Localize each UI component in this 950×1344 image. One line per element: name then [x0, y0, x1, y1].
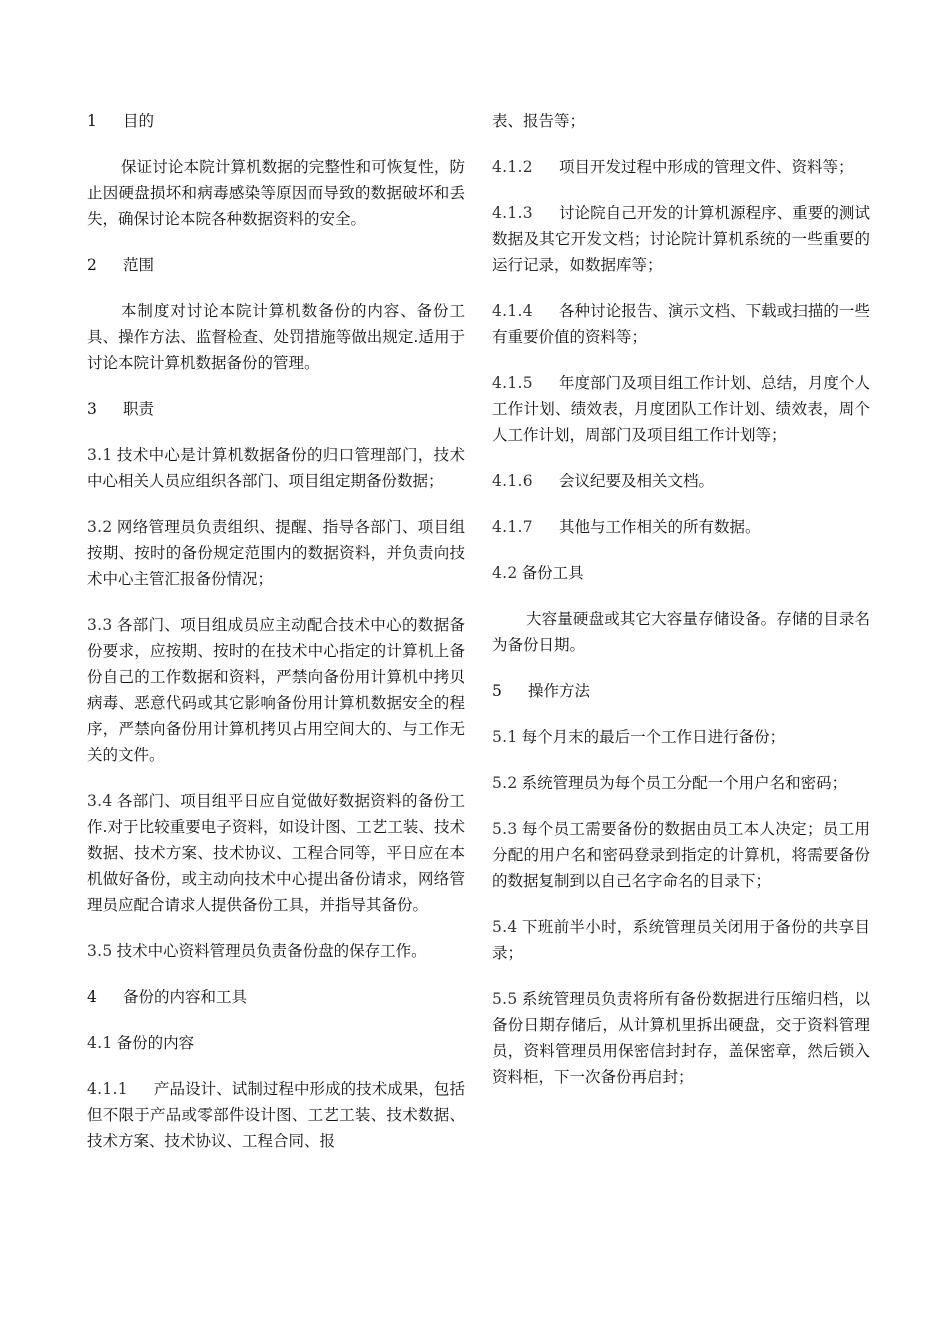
- clause-number: 3.2: [87, 518, 113, 536]
- clause-number: 4.1.2: [492, 158, 533, 176]
- section-heading: [87, 252, 465, 278]
- section-title: 职责: [123, 400, 155, 418]
- paragraph: 本制度对讨论本院计算机数备份的内容、备份工具、操作方法、监督检查、处罚措施等做出规定.适用于讨论本院计算机数据备份的管理。: [87, 302, 465, 372]
- clause-text: 技术中心资料管理员负责备份盘的保存工作。: [116, 942, 427, 960]
- paragraph: 保证讨论本院计算机数据的完整性和可恢复性，防止因硬盘损坏和病毒感染等原因而导致的数据破坏和丢失，确保讨论本院各种数据资料的安全。: [87, 158, 465, 228]
- clause-item: [492, 560, 870, 586]
- clause-item: [492, 370, 870, 448]
- clause-number: 5.3: [492, 820, 518, 838]
- clause-text: 项目开发过程中形成的管理文件、资料等；: [558, 158, 854, 176]
- clause-text: 每个员工需要备份的数据由员工本人决定；员工用分配的用户名和密码登录到指定的计算机，将需要备份的数据复制到以自己名字命名的目录下；: [492, 820, 870, 890]
- clause-number: 5.4: [492, 918, 518, 936]
- clause-item: [87, 938, 465, 964]
- clause-text: 下班前半小时，系统管理员关闭用于备份的共享目录；: [492, 918, 870, 962]
- clause-number: 4.1.3: [492, 204, 533, 222]
- clause-number: 4.1.5: [492, 374, 533, 392]
- clause-text: 各部门、项目组成员应主动配合技术中心的数据备份要求，应按期、按时的在技术中心指定的计算机上备份自己的工作数据和资料，严禁向备份用计算机中拷贝病毒、恶意代码或其它影响备份用计算机数据安全的程序，严禁向备份用计算机拷贝占用空间大的、与工作无关的文件。: [87, 616, 465, 764]
- clause-item: [87, 1030, 465, 1056]
- right-column: [492, 108, 870, 1110]
- clause-text: 产品设计、试制过程中形成的技术成果，包括但不限于产品或零部件设计图、工艺工装、技术数据、技术方案、技术协议、工程合同、报: [87, 1080, 465, 1150]
- clause-item: [492, 200, 870, 278]
- clause-number: 3.3: [87, 616, 113, 634]
- clause-number: 5.5: [492, 990, 518, 1008]
- clause-item: [492, 816, 870, 894]
- clause-item: [87, 1076, 465, 1154]
- left-column: [87, 108, 465, 1174]
- section-title: 范围: [123, 256, 155, 274]
- clause-text: 讨论院自己开发的计算机源程序、重要的测试数据及其它开发文档；讨论院计算机系统的一些重要的运行记录，如数据库等；: [492, 204, 870, 274]
- section-heading: [87, 984, 465, 1010]
- clause-text: 年度部门及项目组工作计划、总结，月度个人工作计划、绩效表，月度团队工作计划、绩效表，周个人工作计划，周部门及项目组工作计划等；: [492, 374, 870, 444]
- clause-item: [492, 724, 870, 750]
- section-title: 操作方法: [528, 682, 591, 700]
- section-number: 5: [492, 682, 502, 700]
- clause-item: [492, 986, 870, 1090]
- clause-number: 4.1: [87, 1034, 113, 1052]
- clause-item: [87, 514, 465, 592]
- clause-number: 4.2: [492, 564, 518, 582]
- paragraph: 表、报告等；: [492, 112, 586, 130]
- clause-text: 会议纪要及相关文档。: [558, 472, 714, 490]
- clause-number: 5.1: [492, 728, 518, 746]
- clause-text: 系统管理员负责将所有备份数据进行压缩归档，以备份日期存储后，从计算机里拆出硬盘，交于资料管理员，资料管理员用保密信封封存，盖保密章，然后锁入资料柜，下一次备份再启封；: [492, 990, 870, 1086]
- section-number: 4: [87, 988, 97, 1006]
- clause-text: 每个月末的最后一个工作日进行备份；: [521, 728, 786, 746]
- clause-number: 4.1.1: [87, 1080, 128, 1098]
- section-title: 目的: [123, 112, 155, 130]
- paragraph: 大容量硬盘或其它大容量存储设备。存储的目录名为备份日期。: [492, 610, 870, 654]
- clause-item: [492, 298, 870, 350]
- section-number: 2: [87, 256, 97, 274]
- clause-text: 系统管理员为每个员工分配一个用户名和密码；: [521, 774, 848, 792]
- clause-item: [492, 514, 870, 540]
- clause-text: 技术中心是计算机数据备份的归口管理部门，技术中心相关人员应组织各部门、项目组定期备份数据；: [87, 446, 465, 490]
- section-number: 3: [87, 400, 97, 418]
- clause-text: 其他与工作相关的所有数据。: [558, 518, 761, 536]
- clause-item: [492, 914, 870, 966]
- clause-text: 网络管理员负责组织、提醒、指导各部门、项目组按期、按时的备份规定范围内的数据资料，并负责向技术中心主管汇报备份情况；: [87, 518, 465, 588]
- clause-number: 4.1.7: [492, 518, 533, 536]
- section-heading: [492, 678, 870, 704]
- section-heading: [87, 108, 465, 134]
- clause-item: [492, 468, 870, 494]
- clause-number: 3.5: [87, 942, 113, 960]
- section-heading: [87, 396, 465, 422]
- clause-number: 3.1: [87, 446, 113, 464]
- section-number: 1: [87, 112, 97, 130]
- clause-text: 备份工具: [521, 564, 584, 582]
- clause-text: 各种讨论报告、演示文档、下载或扫描的一些有重要价值的资料等；: [492, 302, 870, 346]
- clause-text: 备份的内容: [116, 1034, 195, 1052]
- clause-number: 4.1.6: [492, 472, 533, 490]
- clause-item: [87, 788, 465, 918]
- clause-number: 3.4: [87, 792, 113, 810]
- clause-text: 各部门、项目组平日应自觉做好数据资料的备份工作.对于比较重要电子资料，如设计图、工艺工装、技术数据、技术方案、技术协议、工程合同等，平日应在本机做好备份，或主动向技术中心提出备份请求，网络管理员应配合请求人提供备份工具，并指导其备份。: [87, 792, 465, 914]
- clause-item: [87, 442, 465, 494]
- clause-number: 4.1.4: [492, 302, 533, 320]
- clause-item: [87, 612, 465, 768]
- clause-item: [492, 770, 870, 796]
- clause-item: [492, 154, 870, 180]
- clause-number: 5.2: [492, 774, 518, 792]
- section-title: 备份的内容和工具: [123, 988, 248, 1006]
